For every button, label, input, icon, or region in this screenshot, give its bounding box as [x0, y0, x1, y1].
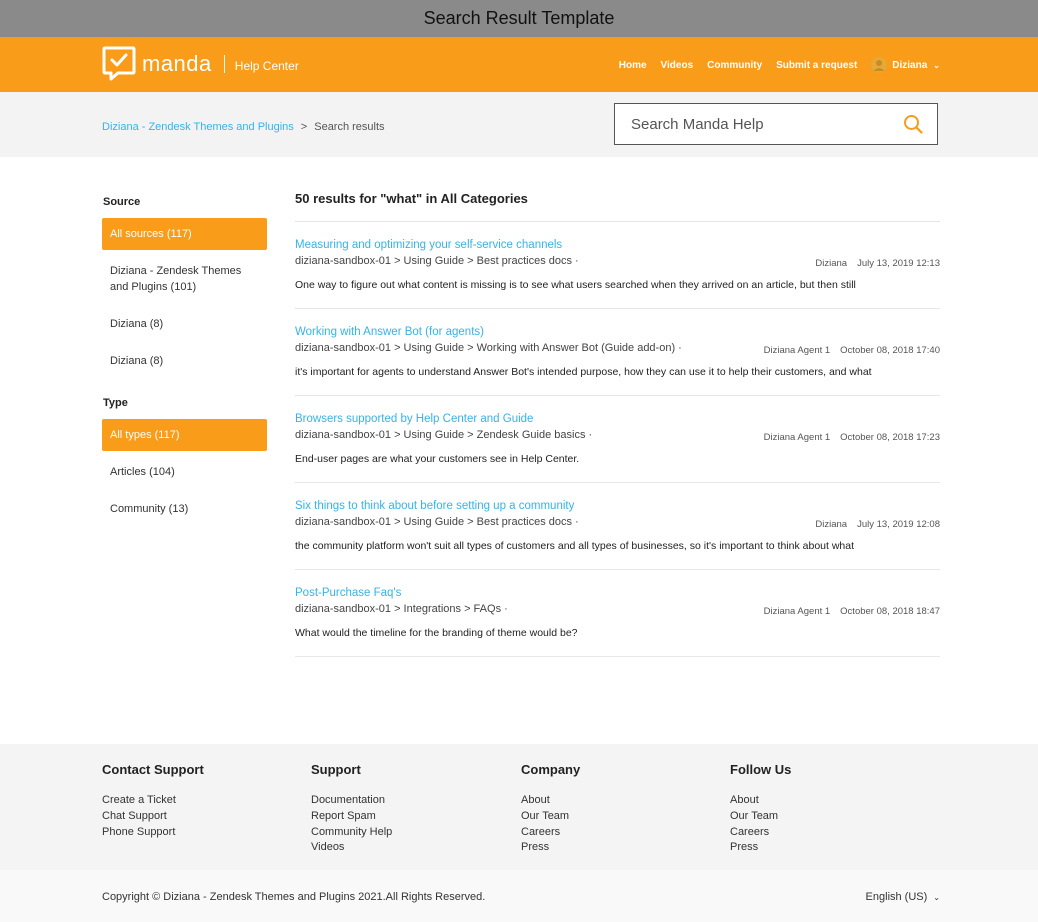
result-meta [815, 258, 940, 269]
logo-wordmark: manda [142, 51, 212, 76]
footer-link[interactable]: About [521, 794, 550, 806]
result-snippet: What would the timeline for the branding of theme would be? [295, 627, 578, 639]
filter-source-diziana-1[interactable]: Diziana (8) [110, 318, 164, 330]
result-snippet: One way to figure out what content is missing is to see what users searched when they arrived on an article, but then still [295, 279, 856, 291]
footer-link[interactable]: Careers [730, 825, 770, 838]
breadcrumb-current: Search results [314, 121, 385, 133]
nav-videos[interactable]: Videos [660, 59, 694, 71]
result-meta [764, 345, 940, 356]
result-date: July 13, 2019 12:08 [857, 519, 940, 530]
result-item [295, 309, 940, 396]
result-meta [764, 606, 940, 617]
result-item [295, 483, 940, 570]
search-results [295, 191, 940, 657]
result-item [295, 570, 940, 657]
chat-check-icon [102, 46, 136, 82]
result-path-text[interactable]: diziana-sandbox-01 > Using Guide > Best practices docs · [295, 255, 579, 267]
footer-link[interactable]: Careers [521, 825, 561, 838]
nav-community[interactable]: Community [707, 59, 763, 71]
footer-link[interactable]: Chat Support [102, 809, 167, 822]
result-snippet: End-user pages are what your customers see in Help Center. [295, 453, 580, 465]
footer-col-contact [102, 762, 204, 840]
result-path-text[interactable]: diziana-sandbox-01 > Using Guide > Working with Answer Bot (Guide add-on) · [295, 342, 682, 354]
avatar-icon [871, 57, 887, 73]
user-name: Diziana [892, 59, 928, 71]
footer-bottom-bar [0, 870, 1038, 922]
filter-source-diziana-2[interactable]: Diziana (8) [110, 355, 164, 367]
footer-heading: Contact Support [102, 762, 204, 777]
result-title[interactable]: Post-Purchase Faq's [295, 587, 402, 599]
footer-heading: Follow Us [730, 762, 792, 777]
filter-all-types[interactable]: All types (117) [102, 419, 267, 451]
footer-link[interactable]: Videos [311, 841, 345, 854]
site-footer [0, 744, 1038, 870]
footer-link[interactable]: Press [730, 841, 759, 854]
result-snippet: the community platform won't suit all types of customers and all types of businesses, so it's important to think about what [295, 540, 855, 552]
breadcrumb-separator: > [300, 121, 308, 133]
filter-source-diziana-zendesk[interactable]: Diziana - Zendesk Themes and Plugins (101) [110, 265, 242, 293]
copyright: Copyright © Diziana - Zendesk Themes and Plugins 2021.All Rights Reserved. [102, 891, 486, 903]
language-label: English (US) [865, 891, 928, 903]
footer-link[interactable]: Phone Support [102, 825, 176, 838]
chevron-down-icon: ⌄ [933, 893, 940, 902]
breadcrumb-root[interactable]: Diziana - Zendesk Themes and Plugins [102, 121, 294, 133]
template-title-bar [0, 0, 1038, 37]
result-item [295, 222, 940, 309]
logo-divider [224, 55, 225, 73]
footer-link[interactable]: Press [521, 841, 550, 854]
result-date: October 08, 2018 17:23 [840, 432, 940, 443]
search-input[interactable] [629, 104, 893, 144]
user-menu[interactable] [871, 57, 940, 73]
filter-all-sources[interactable]: All sources (117) [102, 218, 267, 250]
logo[interactable] [102, 45, 299, 83]
result-author: Diziana Agent 1 [763, 606, 831, 617]
result-date: July 13, 2019 12:13 [857, 258, 940, 269]
result-snippet: it's important for agents to understand Answer Bot's intended purpose, how they can use it to help their customers, and what [295, 366, 872, 378]
result-path-text[interactable]: diziana-sandbox-01 > Integrations > FAQs · [295, 603, 508, 615]
result-date: October 08, 2018 18:47 [840, 606, 940, 617]
result-title[interactable]: Measuring and optimizing your self-service channels [295, 239, 563, 251]
footer-heading: Company [521, 762, 581, 777]
result-title[interactable]: Browsers supported by Help Center and Guide [295, 413, 534, 425]
result-title[interactable]: Six things to think about before setting up a community [295, 500, 575, 512]
footer-heading: Support [311, 762, 361, 777]
template-title: Search Result Template [423, 8, 615, 28]
top-nav [605, 57, 940, 73]
filter-type-community[interactable]: Community (13) [110, 503, 189, 515]
chevron-down-icon: ⌄ [933, 60, 940, 70]
result-author: Diziana Agent 1 [763, 432, 831, 443]
search-bar-area [0, 92, 1038, 157]
filter-sidebar [102, 196, 267, 530]
footer-link[interactable]: Create a Ticket [102, 794, 176, 806]
nav-submit-request[interactable]: Submit a request [776, 59, 858, 71]
site-header [0, 37, 1038, 92]
result-author: Diziana [815, 519, 848, 530]
filter-type-articles[interactable]: Articles (104) [110, 466, 175, 478]
result-author: Diziana Agent 1 [763, 345, 831, 356]
result-meta [815, 519, 940, 530]
language-selector[interactable] [866, 891, 940, 903]
footer-col-company [521, 762, 580, 856]
result-author: Diziana [815, 258, 848, 269]
footer-link[interactable]: Documentation [311, 794, 385, 806]
result-item [295, 396, 940, 483]
result-path-text[interactable]: diziana-sandbox-01 > Using Guide > Zendesk Guide basics · [295, 429, 593, 441]
search-box [614, 103, 938, 145]
result-meta [764, 432, 940, 443]
result-title[interactable]: Working with Answer Bot (for agents) [295, 326, 484, 338]
footer-link[interactable]: Our Team [521, 809, 570, 822]
breadcrumb [102, 121, 385, 133]
type-heading: Type [103, 397, 128, 409]
footer-link[interactable]: Our Team [730, 809, 779, 822]
nav-home[interactable]: Home [618, 59, 647, 71]
footer-link[interactable]: Community Help [311, 825, 393, 838]
results-summary: 50 results for "what" in All Categories [295, 191, 940, 222]
footer-link[interactable]: About [730, 794, 759, 806]
logo-subtitle: Help Center [234, 59, 299, 73]
result-date: October 08, 2018 17:40 [840, 345, 940, 356]
result-path-text[interactable]: diziana-sandbox-01 > Using Guide > Best practices docs · [295, 516, 579, 528]
footer-col-follow [730, 762, 791, 856]
source-heading: Source [103, 196, 141, 208]
footer-col-support [311, 762, 392, 856]
footer-link[interactable]: Report Spam [311, 809, 376, 822]
search-icon[interactable] [903, 114, 923, 134]
